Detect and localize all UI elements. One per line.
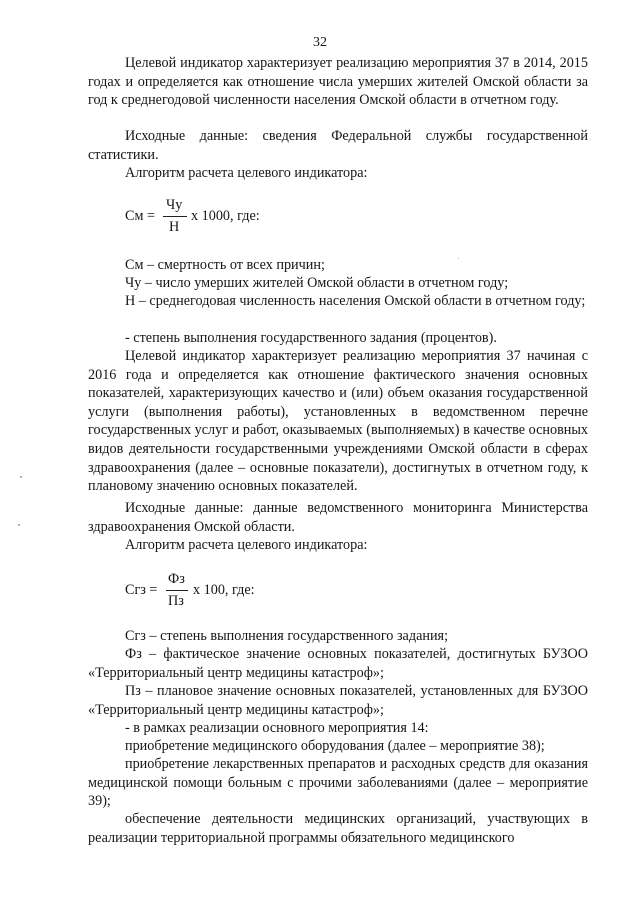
formula-state-task-rhs: х 100, где: [193, 582, 255, 598]
list-item-activity-39: приобретение лекарственных препаратов и расходных средств для оказания медицинской помощи больным с прочими заболеваниями (далее – мероприятие 39); [88, 756, 588, 810]
paragraph-monitoring-source: Исходные данные: данные ведомственного мониторинга Министерства здравоохранения Омской области. [88, 500, 588, 535]
definition-pz: Пз – плановое значение основных показателей, установленных для БУЗОО «Территориальный центр медицины катастроф»; [88, 683, 588, 718]
paragraph-source-data: Исходные данные: сведения Федеральной службы государственной статистики. [88, 128, 588, 163]
formula-state-task-numerator: Фз [168, 571, 185, 587]
list-intro-activity-14: - в рамках реализации основного мероприятия 14: [125, 720, 429, 736]
definition-fz: Фз – фактическое значение основных показателей, достигнутых БУЗОО «Территориальный центр медицины катастроф»; [88, 646, 588, 681]
formula-state-task-lhs: Сгз = [125, 582, 158, 598]
formula-mortality-denominator: Н [169, 219, 180, 235]
formula-mortality-fraction-bar [163, 216, 187, 217]
formula-mortality-lhs: См = [125, 208, 155, 224]
paragraph-indicator-2016: Целевой индикатор характеризует реализацию мероприятия 37 начиная с 2016 года и определяется как отношение фактического значения основных показателей, характеризующих качество и (или) объем оказания государственной услуги (выполнения работы), установленных в ведомственном перечне государственных услуг и работ, оказываемых (выполняемых) в качестве основных видов деятельности государственными учреждениями Омской области в сферах здравоохранения (далее – основные показатели), достигнутых в отчетном году, к плановому значению основных показателей. [88, 348, 588, 495]
definition-sgz: Сгз – степень выполнения государственного задания; [125, 628, 449, 644]
list-item-medical-organizations: обеспечение деятельности медицинских организаций, участвующих в реализации территориальной программы обязательного медицинского [88, 811, 588, 846]
formula-mortality-numerator: Чу [166, 197, 183, 213]
scan-speck [20, 476, 22, 478]
scan-speck [458, 258, 459, 259]
definition-percent: - степень выполнения государственного задания (процентов). [125, 330, 497, 346]
definition-chu: Чу – число умерших жителей Омской области в отчетном году; [125, 275, 509, 291]
formula-state-task-denominator: Пз [168, 593, 184, 609]
definition-sm: См – смертность от всех причин; [125, 257, 325, 273]
page-number: 32 [313, 35, 327, 50]
formula-state-task-fraction-bar [166, 590, 188, 591]
formula-mortality-rhs: х 1000, где: [191, 208, 260, 224]
paragraph-indicator-2014-2015: Целевой индикатор характеризует реализацию мероприятия 37 в 2014, 2015 годах и определяется как отношение числа умерших жителей Омской области за год к среднегодовой численности населения Омской области в отчетном году. [88, 55, 588, 109]
paragraph-algorithm: Алгоритм расчета целевого индикатора: [125, 165, 368, 181]
definition-n: Н – среднегодовая численность населения Омской области в отчетном году; [125, 293, 586, 309]
formula-state-task [125, 570, 385, 614]
scan-speck [18, 524, 20, 526]
paragraph-algorithm-2: Алгоритм расчета целевого индикатора: [125, 537, 368, 553]
formula-mortality [125, 196, 385, 240]
list-item-activity-38: приобретение медицинского оборудования (далее – мероприятие 38); [125, 738, 545, 754]
